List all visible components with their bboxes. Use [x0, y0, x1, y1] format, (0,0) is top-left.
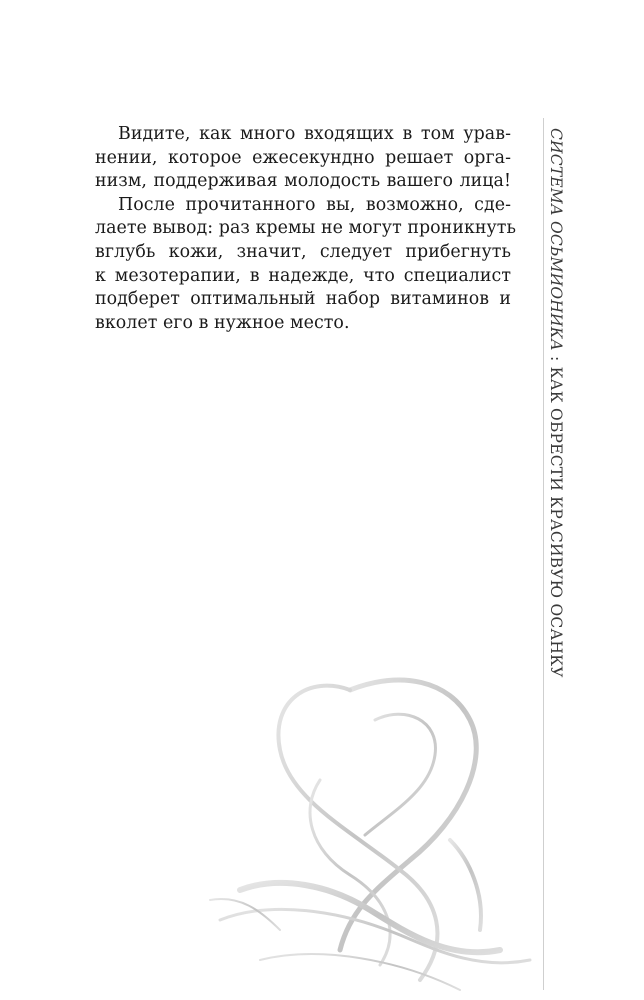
text-line: лаете вывод: раз кремы не могут проникнуть [95, 218, 516, 239]
text-line: вглубь кожи, значит, следует прибегнуть [95, 241, 511, 262]
running-head-title: КАК ОБРЕСТИ КРАСИВУЮ ОСАНКУ [547, 366, 565, 678]
running-head-separator: : [547, 350, 565, 367]
text-line: После прочитанного вы, возможно, сде- [118, 194, 511, 215]
body-text [95, 123, 516, 335]
text-line: вколет его в нужное место. [95, 312, 350, 333]
running-head-series: СИСТЕМА ОСЬМИОНИКА [547, 128, 565, 351]
heart-swirl-ornament-icon [200, 660, 545, 1000]
text-line: нении, которое ежесекундно решает орга- [95, 147, 511, 168]
text-line: подберет оптимальный набор витаминов и [95, 289, 511, 310]
text-line: к мезотерапии, в надежде, что специалист [95, 265, 511, 286]
text-line: Видите, как много входящих в том урав- [118, 124, 511, 144]
text-line: низм, поддерживая молодость вашего лица! [95, 171, 511, 192]
